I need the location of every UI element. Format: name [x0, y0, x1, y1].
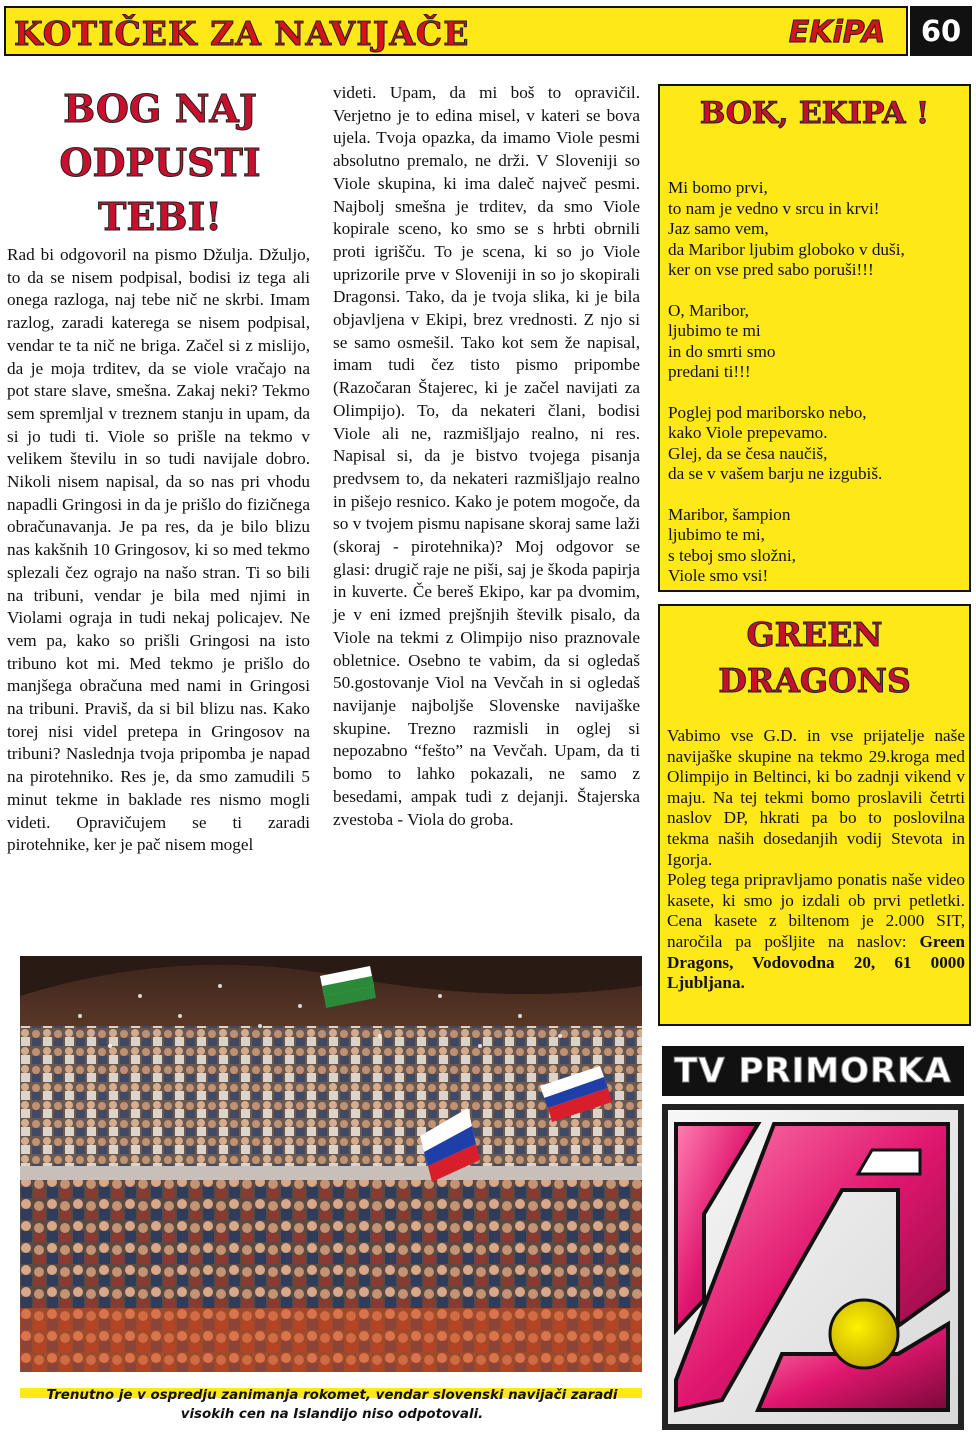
- poem-line: Maribor, šampion: [668, 504, 791, 524]
- green-dragons-text: [667, 726, 965, 994]
- green-dragons-paragraph: [667, 870, 965, 994]
- poem-line: to nam je vedno v srcu in krvi!: [668, 198, 880, 218]
- article-title-line: TEBI!: [98, 194, 222, 239]
- poem-line: Mi bomo prvi,: [668, 178, 768, 197]
- poem-title: BOK, EKIPA !: [699, 96, 930, 131]
- page-header: [4, 6, 972, 60]
- poem-line: ljubimo te mi: [668, 321, 761, 340]
- tv-primorka-banner: [662, 1046, 964, 1096]
- green-dragons-title: [660, 612, 969, 704]
- article-column-2: videti. Upam, da mi boš to opravičil. Verjetno je to edina misel, v kateri se bova ujela. Tvoja opazka, da imamo Viole pesmi absolutno premalo, ne drži. V Sloveniji so Viole skupina, ki ima daleč največ pesmi. Najbolj smešna je trditev, da smo Viole kopirale sceno, ko smo se s hrbti obrnili proti igrišču. To je scena, ki so jo Viole uprizorile prve v Sloveniji in so jo skopirali Dragonsi. Tako, da je tvoja slika, ki je bila objavljena v Ekipi, brez vrednosti. Z njo si se samo osmešil. Tako kot sem že napisal, imam tudi čez tisto pismo pripombe (Razočaran Štajerec, ki je začel navijati za Olimpijo). To, da nekateri člani, bodisi Viole ali ne, razmišljajo realno, ni res. Napisal si, da je bistvo tvojega pisanja predvsem to, da nekateri razmišljajo realno in pišejo resnico. Kako je potem mogoče, da so v tvojem pismu napisane skoraj same laži (skoraj - pirotehnika)? Moj odgovor se glasi: drugič raje ne piši, saj je škoda papirja in kuverte. Če bereš Ekipo, kar pa dvomim, je v eni izmed prejšnjih številk pisalo, da Viole na tekmi z Olimpijo niso praznovale obletnice. Osebno te vabim, da si ogledaš 50.gostovanje Viol na Vevčah in si ogledaš navijanje najboljše Slovenske navijaške skupine. Trezno razmisli in oglej si nepozabno “fešto” na Vevčah. Upam, da ti bomo to lahko pokazali, ne samo z besedami, ampak tudi z dejanji. Štajerska zvestoba - Viola do groba.: [333, 83, 640, 829]
- poem-stanza: [668, 403, 968, 485]
- poem-line: O, Maribor,: [668, 300, 749, 320]
- poem-line: da se v vašem barju ne izgubiš.: [668, 464, 883, 483]
- green-dragons-title-line: DRAGONS: [718, 661, 911, 700]
- poem-stanza: [668, 505, 968, 587]
- magazine-logo: EKiPA: [788, 15, 886, 50]
- poem-line: Jaz samo vem,: [668, 219, 769, 238]
- green-dragons-box: [658, 604, 971, 1026]
- poem-stanza: [668, 178, 968, 281]
- crowd-photo: [20, 956, 642, 1372]
- poem-line: in do smrti smo: [668, 341, 776, 361]
- header-bar: [4, 6, 908, 56]
- section-title: KOTIČEK ZA NAVIJAČE: [14, 14, 470, 53]
- poem-line: ker on vse pred sabo poruši!!!: [668, 260, 874, 279]
- poem-line: predani ti!!!: [668, 362, 751, 381]
- tv-primorka-name: TV PRIMORKA: [674, 1051, 952, 1091]
- tv-logo-graphic: [662, 1104, 964, 1430]
- poem-line: Glej, da se česa naučiš,: [668, 443, 828, 463]
- green-dragons-address: Green Dragons, Vodovodna 20, 61 0000 Ljubljana.: [667, 931, 965, 993]
- article-title-line: ODPUSTI: [59, 140, 261, 185]
- page-number: 60: [910, 6, 972, 56]
- poem-line: ljubimo te mi,: [668, 525, 765, 544]
- poem-box: [658, 84, 971, 592]
- poem-stanza: [668, 301, 968, 383]
- article-column-1: Rad bi odgovoril na pismo Džulja. Džuljo, to da se nisem podpisal, bodisi iz tega ali onega razloga, naj tebe nič ne skrbi. Imam razlog, zaradi katerega se nisem podpisal, vendar te ta nič ne briga. Začel si z mislijo, da je moja trditev, da se viole vračajo na pot stare slave, smešna. Zakaj neki? Tekmo sem spremljal v treznem stanju in upam, da si jo tudi ti. Viole so prišle na tekmo v velikem številu in so tudi navijale dobro. Nikoli nisem napisal, da so nas pri vhodu napadli Gringosi in da je prišlo do fizičnega obračunavanja. Je pa res, da je bilo blizu nas kakšnih 10 Gringosov, ki so med tekmo splezali čez ograjo na našo stran. Ti so bili na tribuni, vendar je bila med njimi in Violami ograja in tudi nekaj policajev. Ne vem pa, kako so prišli Gringosi na isto tribuno kot mi. Med tekmo je prišlo do manjšega obračuna med nami in Gringosi na tribuni. Praviš, da si bil blizu nas. Kako torej nisi videl pretepa in Gringosov na tribuni? Naslednja tvoja pripomba je napad na pirotehniko. Res je, da smo zamudili 5 minut tekme in baklade res nismo mogli videti. Opravičujem se ti zaradi pirotehnike, ker je pač nisem mogel: [7, 245, 310, 855]
- poem-line: Poglej pod mariborsko nebo,: [668, 402, 867, 422]
- poem-text: [668, 178, 968, 607]
- poem-line: s teboj smo složni,: [668, 545, 796, 565]
- green-dragons-order-text: Poleg tega pripravljamo ponatis naše video kasete, ki smo jo izdali ob prvi petletki. Cena kasete z biltenom je 2.000 SIT, naročila pa pošljite na naslov:: [667, 870, 965, 951]
- poem-line: Viole smo vsi!: [668, 566, 769, 585]
- photo-caption: Trenutno je v ospredju zanimanja rokomet, vendar slovenski navijači zaradi visokih cen na Islandijo niso odpotovali.: [46, 1388, 618, 1422]
- article-title-line: BOG NAJ: [63, 86, 257, 131]
- crowd-photo-image: [20, 956, 642, 1372]
- green-dragons-title-line: GREEN: [746, 615, 883, 654]
- tv-primorka-logo: [662, 1104, 964, 1430]
- green-dragons-paragraph: Vabimo vse G.D. in vse prijatelje naše navijaške skupine na tekmo 29.kroga med Olimpijo in Beltinci, ki bo zadnji vikend v maju. Na tej tekmi bomo proslavili četrti naslov DP, hkrati pa bo to poslovilna tekma naših dosedanjih vodij Stevota in Igorja.: [667, 726, 965, 869]
- poem-line: da Maribor ljubim globoko v duši,: [668, 239, 905, 259]
- poem-line: kako Viole prepevamo.: [668, 423, 828, 442]
- article-title: [20, 82, 300, 244]
